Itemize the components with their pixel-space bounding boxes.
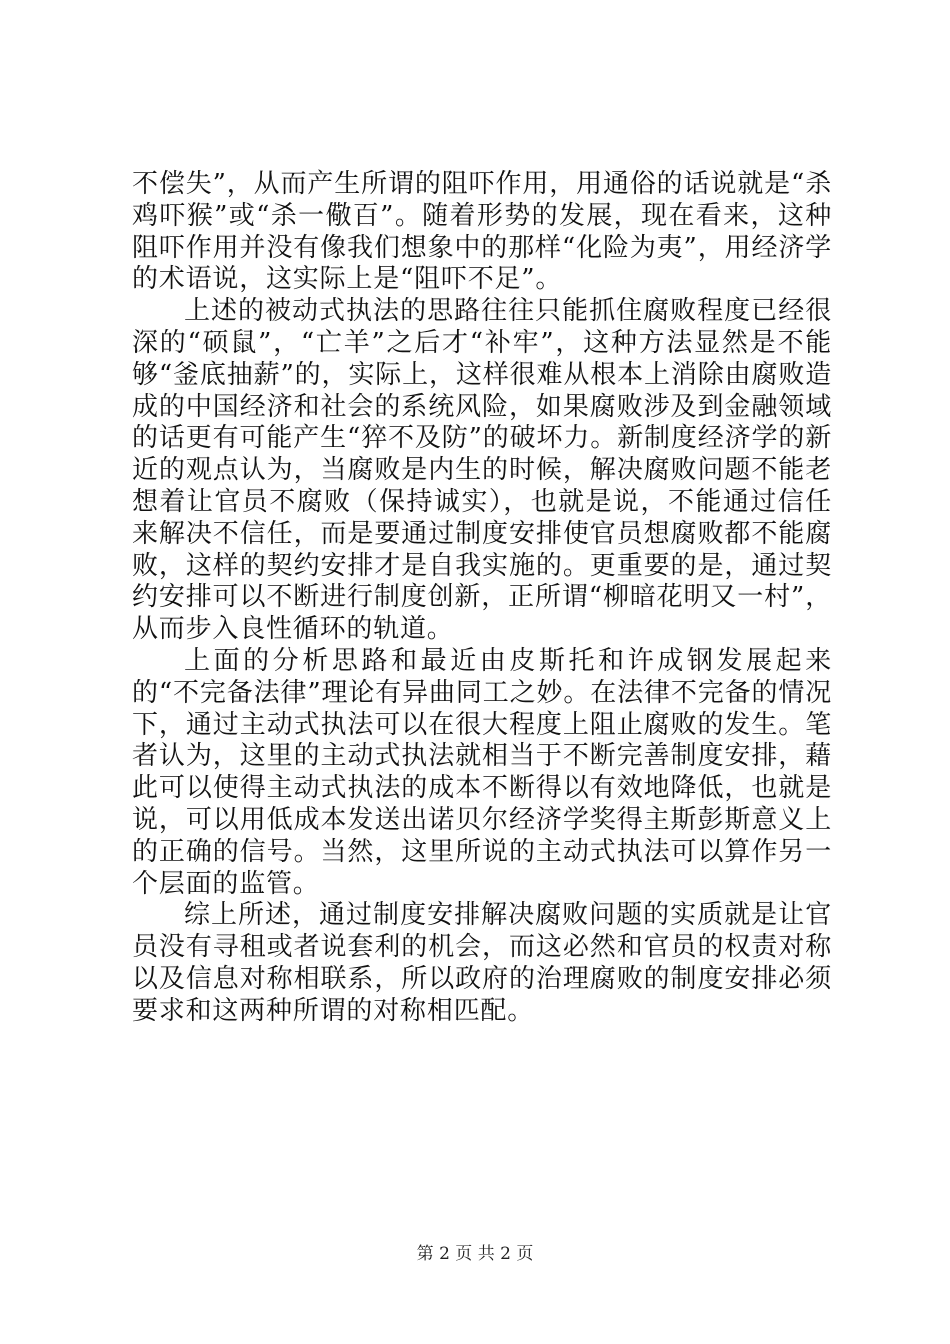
page-footer	[0, 1243, 950, 1265]
paragraph-2: 上述的被动式执法的思路往往只能抓住腐败程度已经很深的“硕鼠”，“亡羊”之后才“补牢”，这种方法显然是不能够“釜底抽薪”的，实际上，这样很难从根本上消除由腐败造成的中国经济和社会的系统风险，如果腐败涉及到金融领域的话更有可能产生“猝不及防”的破坏力。新制度经济学的新近的观点认为，当腐败是内生的时候，解决腐败问题不能老想着让官员不腐败（保持诚实），也就是说，不能通过信任来解决不信任，而是要通过制度安排使官员想腐败都不能腐败，这样的契约安排才是自我实施的。更重要的是，通过契约安排可以不断进行制度创新，正所谓“柳暗花明又一村”，从而步入良性循环的轨道。	[132, 296, 832, 645]
page-number-label: 第 2 页 共 2 页	[416, 1244, 534, 1264]
paragraph-3: 上面的分析思路和最近由皮斯托和许成钢发展起来的“不完备法律”理论有异曲同工之妙。在法律不完备的情况下，通过主动式执法可以在很大程度上阻止腐败的发生。笔者认为，这里的主动式执法就相当于不断完善制度安排，藉此可以使得主动式执法的成本不断得以有效地降低，也就是说，可以用低成本发送出诺贝尔经济学奖得主斯彭斯意义上的正确的信号。当然，这里所说的主动式执法可以算作另一个层面的监管。	[132, 645, 832, 899]
paragraph-4: 综上所述，通过制度安排解决腐败问题的实质就是让官员没有寻租或者说套利的机会，而这必然和官员的权责对称以及信息对称相联系，所以政府的治理腐败的制度安排必须要求和这两种所谓的对称相匹配。	[132, 900, 832, 1026]
document-body	[132, 169, 832, 1028]
paragraph-1: 不偿失”，从而产生所谓的阻吓作用，用通俗的话说就是“杀鸡吓猴”或“杀一儆百”。随着形势的发展，现在看来，这种阻吓作用并没有像我们想象中的那样“化险为夷”，用经济学的术语说，这实际上是“阻吓不足”。	[132, 169, 832, 295]
